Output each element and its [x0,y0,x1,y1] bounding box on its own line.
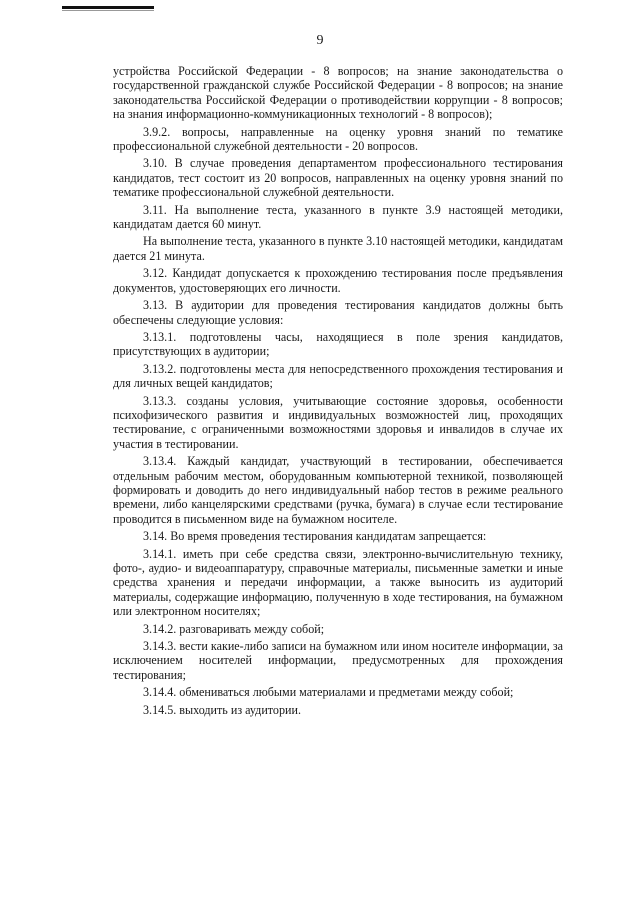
document-body [113,64,563,717]
paragraph: 3.13. В аудитории для проведения тестирования кандидатов должны быть обеспечены следующие условия: [113,298,563,327]
paragraph: 3.14.2. разговаривать между собой; [143,621,325,636]
paragraph: устройства Российской Федерации - 8 вопросов; на знание законодательства о государственной гражданской службе Российской Федерации - 8 вопросов; на знание законодательства Российской Федерации о противодействии коррупции - 8 вопросов; на знания информационно-коммуникационных технологий - 8 вопросов); [113,64,563,122]
paragraph: 3.14.4. обмениваться любыми материалами и предметами между собой; [143,685,514,700]
paragraph: 3.14.3. вести какие-либо записи на бумажном или ином носителе информации, за исключением носителей информации, предусмотренных для прохождения тестирования; [113,639,563,682]
page-number: 9 [316,33,324,48]
paragraph: 3.9.2. вопросы, направленные на оценку уровня знаний по тематике профессиональной служебной деятельности - 20 вопросов. [113,124,563,154]
paragraph: 3.11. На выполнение теста, указанного в пункте 3.9 настоящей методики, кандидатам дается 60 минут. [113,202,563,232]
paragraph: 3.10. В случае проведения департаментом профессионального тестирования кандидатов, тест состоит из 20 вопросов, направленных на оценку уровня знаний по тематике профессиональной служебной деятельности. [113,156,563,200]
scan-artifact-line-thin [62,10,154,11]
scan-artifact-line [62,6,154,9]
paragraph: 3.14. Во время проведения тестирования кандидатам запрещается: [143,529,487,544]
paragraph: 3.13.3. созданы условия, учитывающие состояние здоровья, особенности психофизического развития и индивидуальных возможностей лиц, проходящих тестирование, с ограниченными возможностями здоровья и инвалидов в случае их участия в тестировании. [113,393,563,451]
paragraph: 3.13.2. подготовлены места для непосредственного прохождения тестирования и для личных вещей кандидатов; [113,361,563,391]
paragraph: 3.13.1. подготовлены часы, находящиеся в поле зрения кандидатов, присутствующих в аудитории; [113,329,563,359]
paragraph: 3.14.5. выходить из аудитории. [143,702,301,717]
paragraph: На выполнение теста, указанного в пункте 3.10 настоящей методики, кандидатам дается 21 минута. [113,234,563,263]
paragraph: 3.13.4. Каждый кандидат, участвующий в тестировании, обеспечивается отдельным рабочим местом, оборудованным компьютерной техникой, позволяющей формировать и доводить до него индивидуальный набор тестов в режиме реального времени, либо канцелярскими средствами (ручка, бумага) в случае если тестирование проводится в письменном виде на бумажном носителе. [113,454,563,526]
paragraph: 3.14.1. иметь при себе средства связи, электронно-вычислительную технику, фото-, аудио- и видеоаппаратуру, справочные материалы, письменные заметки и иные средства хранения и передачи информации, а также выносить из аудиторий материалы, содержащие информацию, полученную в ходе тестирования, на бумажном или электронном носителях; [113,546,563,619]
paragraph: 3.12. Кандидат допускается к прохождению тестирования после предъявления документов, удостоверяющих его личности. [113,266,563,295]
